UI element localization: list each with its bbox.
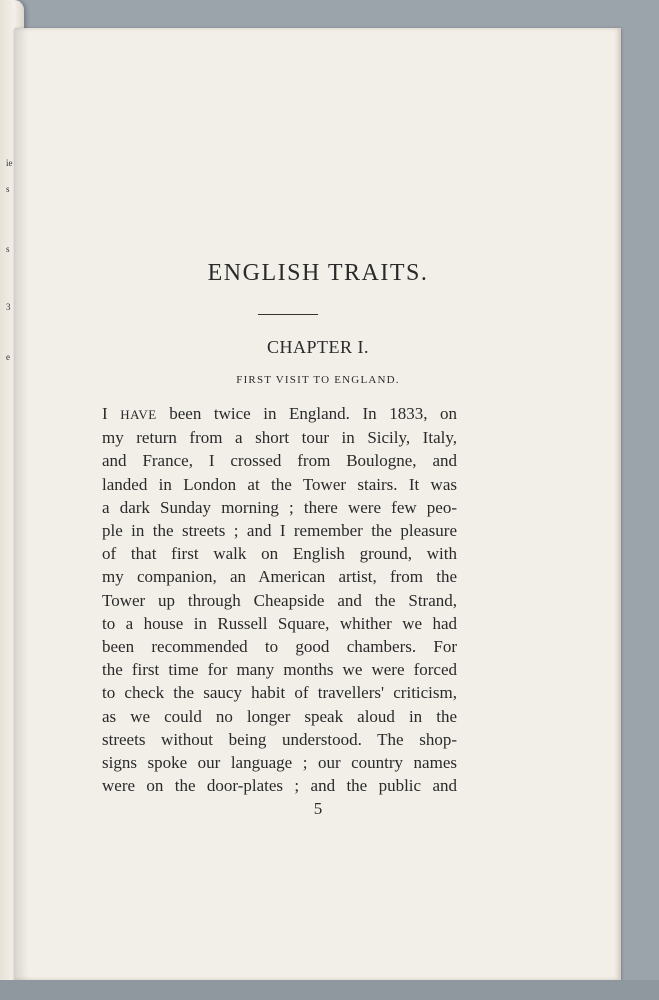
text-line: ple in the streets ; and I remember the pleasure (102, 521, 457, 541)
background-surface (0, 980, 659, 1000)
bleed-mark: ie (6, 158, 13, 168)
book-page (15, 28, 621, 984)
bleed-mark: 3 (6, 302, 11, 312)
spine-shadow (15, 28, 29, 980)
text-line: were on the door-plates ; and the public and (102, 776, 457, 796)
text-line: as we could no longer speak aloud in the (102, 706, 457, 726)
text-line: the first time for many months we were forced (102, 660, 457, 680)
text-line: I HAVE been twice in England. In 1833, on (102, 404, 457, 423)
text-line: streets without being understood. The shop- (102, 729, 457, 749)
bleed-mark: s (6, 244, 10, 254)
section-title: FIRST VISIT TO ENGLAND. (236, 374, 400, 386)
text-line: and France, I crossed from Boulogne, and (102, 451, 457, 471)
bleed-mark: s (6, 184, 10, 194)
first-word: I (102, 404, 108, 423)
bleed-mark: e (6, 352, 10, 362)
title-rule (258, 314, 318, 315)
page-number: 5 (313, 799, 323, 818)
text-line: to a house in Russell Square, whither we had (102, 613, 457, 633)
text-line: Tower up through Cheapside and the Strand, (102, 590, 457, 610)
text-line: my companion, an American artist, from the (102, 567, 457, 587)
body-text (102, 402, 457, 797)
text-line: to check the saucy habit of travellers' criticism, (102, 683, 457, 703)
text-line: a dark Sunday morning ; there were few peo- (102, 497, 457, 517)
book-title: ENGLISH TRAITS. (207, 260, 429, 286)
chapter-heading: CHAPTER I. (266, 337, 369, 357)
smallcaps-word: HAVE (120, 407, 157, 422)
text-line: my return from a short tour in Sicily, Italy, (102, 428, 457, 448)
text-line: landed in London at the Tower stairs. It was (102, 474, 457, 494)
text-line: of that first walk on English ground, with (102, 544, 457, 564)
text-line: signs spoke our language ; our country names (102, 753, 457, 773)
text-line: been recommended to good chambers. For (102, 637, 457, 657)
